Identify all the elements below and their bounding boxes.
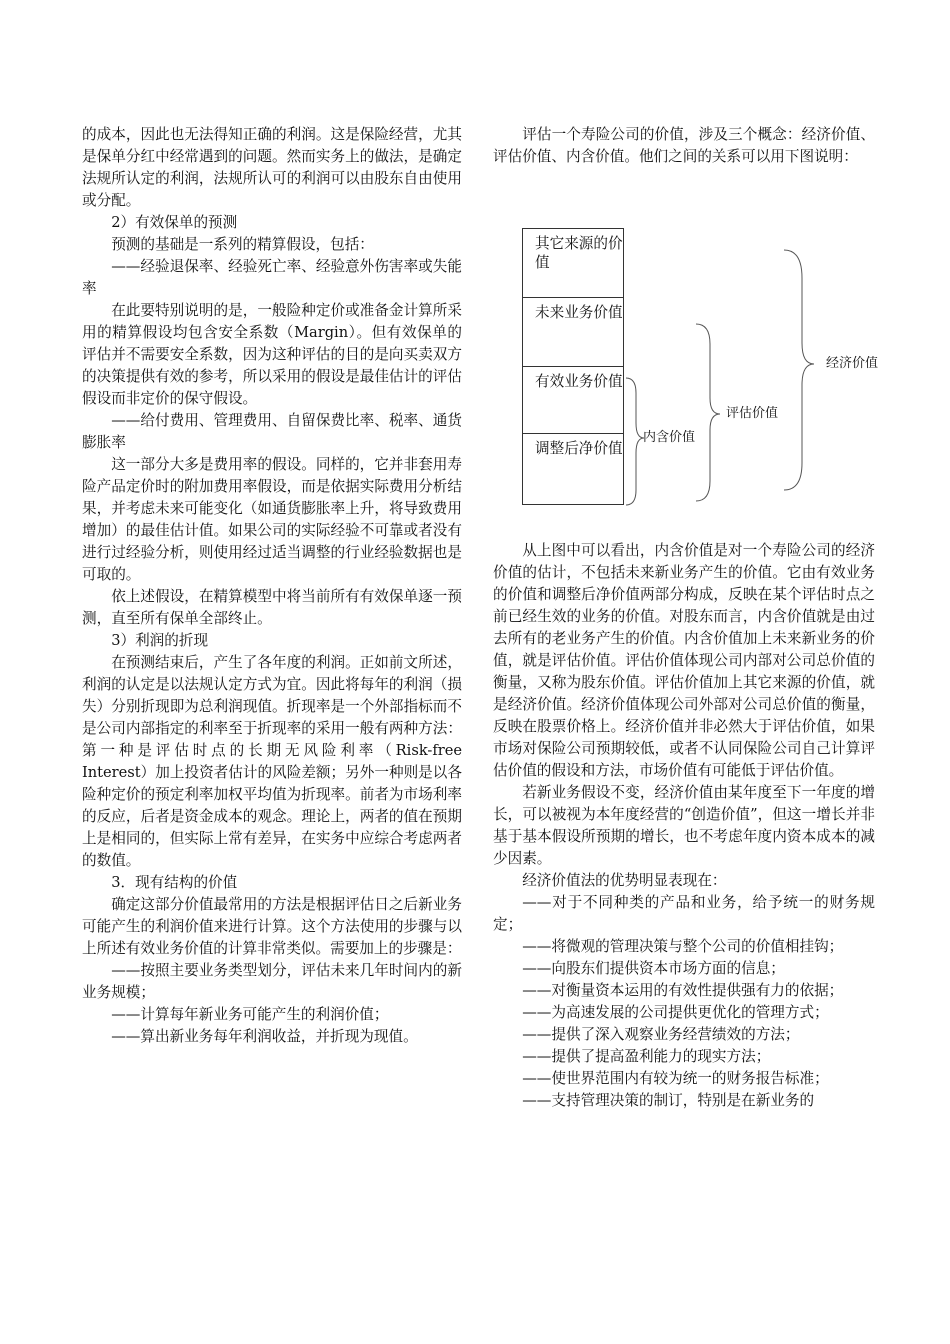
- label-embedded-value: 内含价值: [643, 430, 696, 445]
- section-heading-forecast: 2）有效保单的预测: [111, 214, 238, 231]
- assumption-item-1: ——经验退保率、经验死亡率、经验意外伤害率或失能率: [82, 258, 462, 297]
- advantage-item-6: ——提供了深入观察业务经营绩效的方法；: [522, 1026, 800, 1043]
- section-heading-structure: 3．现有结构的价值: [111, 874, 238, 891]
- assumption-item-2: ——给付费用、管理费用、自留保费比率、税率、通货膨胀率: [82, 412, 462, 451]
- left-column: [82, 124, 462, 1048]
- right-paragraph-explanation: 从上图中可以看出，内含价值是对一个寿险公司的经济价值的估计，不包括未来新业务产生的价值。它由有效业务的价值和调整后净价值两部分构成，反映在某个评估时点之前已经生效的业务的价值。对股东而言，内含价值就是由过去所有的老业务产生的价值。内含价值加上未来新业务的价值，就是评估价值。评估价值体现公司内部对公司总价值的衡量，又称为股东价值。评估价值加上其它来源的价值，就是经济价值。经济价值体现公司外部对公司总价值的衡量，反映在股票价格上。经济价值并非必然大于评估价值，如果市场对保险公司预期较低，或者不认同保险公司自己计算评估价值的假设和方法，市场价值有可能低于评估价值。: [493, 542, 875, 779]
- advantage-item-4: ——对衡量资本运用的有效性提供强有力的依据；: [522, 982, 844, 999]
- box-future-business-value: 未来业务价值: [522, 297, 624, 367]
- advantage-item-1: ——对于不同种类的产品和业务，给予统一的财务规定；: [493, 894, 875, 933]
- advantage-item-7: ——提供了提高盈利能力的现实方法；: [522, 1048, 771, 1065]
- box-inforce-business-value: 有效业务价值: [522, 366, 624, 434]
- left-paragraph-structure: 确定这部分价值最常用的方法是根据评估日之后新业务可能产生的利润价值来进行计算。这个方法使用的步骤与以上所述有效业务价值的计算非常类似。需要加上的步骤是：: [82, 896, 462, 957]
- advantage-item-2: ——将微观的管理决策与整个公司的价值相挂钩；: [522, 938, 844, 955]
- left-paragraph-2: 预测的基础是一系列的精算假设，包括：: [111, 236, 374, 253]
- brace-lines: [518, 228, 898, 518]
- brace-embedded-value: [626, 378, 644, 505]
- left-paragraph-model: 依上述假设，在精算模型中将当前所有有效保单逐一预测，直至所有保单全部终止。: [82, 588, 462, 627]
- advantage-item-5: ——为高速发展的公司提供更优化的管理方式；: [522, 1004, 829, 1021]
- label-appraisal-value: 评估价值: [726, 406, 779, 421]
- left-paragraph-margin: 在此要特别说明的是，一般险种定价或准备金计算所采用的精算假设均包含安全系数（Margin）。但有效保单的评估并不需要安全系数，因为这种评估的目的是向买卖双方的决策提供有效的参考，所以采用的假设是最佳估计的评估假设而非定价的保守假设。: [82, 302, 462, 407]
- advantage-item-8: ——使世界范围内有较为统一的财务报告标准；: [522, 1070, 829, 1087]
- right-paragraph-intro: 评估一个寿险公司的价值，涉及三个概念：经济价值、评估价值、内含价值。他们之间的关系可以用下图说明：: [493, 126, 875, 165]
- left-paragraph-expense: 这一部分大多是费用率的假设。同样的，它并非套用寿险产品定价时的附加费用率假设，而是依据实际费用分析结果，并考虑未来可能变化（如通货膨胀率上升，将导致费用增加）的最佳估计值。如果公司的实际经验不可靠或者没有进行过经验分析，则使用经过适当调整的行业经验数据也是可取的。: [82, 456, 462, 583]
- label-economic-value: 经济价值: [826, 356, 879, 371]
- brace-appraisal-value: [696, 324, 720, 501]
- advantage-item-3: ——向股东们提供资本市场方面的信息；: [522, 960, 785, 977]
- step-item-1: ——按照主要业务类型划分，评估未来几年时间内的新业务规模；: [82, 962, 462, 1001]
- section-heading-discount: 3）利润的折现: [111, 632, 209, 649]
- box-other-source-value: 其它来源的价值: [522, 228, 624, 298]
- left-paragraph-discount: 在预测结束后，产生了各年度的利润。正如前文所述，利润的认定是以法规认定方式为宜。因此将每年的利润（损失）分别折现即为总利润现值。折现率是一个外部指标而不是公司内部指定的利率至于折现率的采用一般有两种方法：第一种是评估时点的长期无风险利率（Risk-free Interest）加上投资者估计的风险差额；另外一种则是以各险种定价的预定利率加权平均值为折现率。前者为市场利率的反应，后者是资金成本的观念。理论上，两者的值在预期上是相同的，但实际上常有差异，在实务中应综合考虑两者的数值。: [82, 654, 462, 869]
- step-item-2: ——计算每年新业务可能产生的利润价值；: [111, 1006, 389, 1023]
- value-diagram: [518, 228, 898, 518]
- brace-economic-value: [784, 250, 814, 490]
- right-column-bottom: [493, 540, 875, 1112]
- right-paragraph-growth: 若新业务假设不变，经济价值由某年度至下一年度的增长，可以被视为本年度经营的“创造价值”，但这一增长并非基于基本假设所预期的增长，也不考虑年度内资本成本的减少因素。: [493, 784, 875, 867]
- advantage-item-9: ——支持管理决策的制订，特别是在新业务的: [522, 1092, 815, 1109]
- right-column-top: [493, 124, 875, 168]
- right-paragraph-advantages: 经济价值法的优势明显表现在：: [522, 872, 727, 889]
- step-item-3: ——算出新业务每年利润收益，并折现为现值。: [111, 1028, 418, 1045]
- box-adjusted-net-worth: 调整后净价值: [522, 433, 624, 505]
- left-paragraph-1: 的成本，因此也无法得知正确的利润。这是保险经营，尤其是保单分红中经常遇到的问题。然而实务上的做法，是确定法规所认定的利润，法规所认可的利润可以由股东自由使用或分配。: [82, 126, 462, 209]
